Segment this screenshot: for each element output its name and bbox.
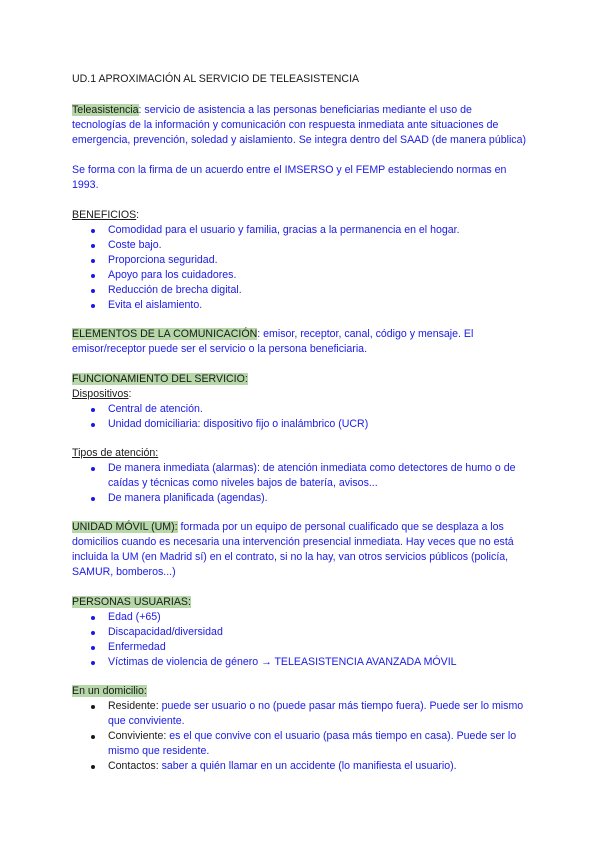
document-title: UD.1 APROXIMACIÓN AL SERVICIO DE TELEASISTENCIA <box>72 73 360 85</box>
list-item: De manera inmediata (alarmas): de atención inmediata como detectores de humo o de caídas y técnicas como niveles bajos de batería, avisos... <box>72 461 528 491</box>
list-item: Enfermedad <box>72 640 528 655</box>
list-item: Coste bajo. <box>72 238 528 253</box>
list-item: Víctimas de violencia de género → TELEASISTENCIA AVANZADA MÓVIL <box>72 655 528 670</box>
beneficios-heading: BENEFICIOS <box>72 209 137 221</box>
contactos-label: Contactos: <box>108 760 159 772</box>
list-item: De manera planificada (agendas). <box>72 491 528 506</box>
definition-text: : servicio de asistencia a las personas beneficiarias mediante el uso de tecnologías de la información y comunicación con respuesta inmediata ante situaciones de emergencia, prevención, soledad y aislamiento. Se integra dentro del SAAD (de manera pública) <box>72 104 527 146</box>
domicilio-heading-line <box>72 684 528 699</box>
tipos-list <box>72 461 528 506</box>
list-item: Reducción de brecha digital. <box>72 283 528 298</box>
personas-list <box>72 610 528 670</box>
personas-section <box>72 595 528 670</box>
list-item: Edad (+65) <box>72 610 528 625</box>
conviviente-label: Conviviente: <box>108 730 167 742</box>
conviviente-text: es el que convive con el usuario (pasa más tiempo en casa). Puede ser lo mismo que residente. <box>108 730 517 757</box>
tipos-section <box>72 446 528 506</box>
list-item: Discapacidad/diversidad <box>72 625 528 640</box>
list-item: Proporciona seguridad. <box>72 253 528 268</box>
tipos-label: Tipos de atención: <box>72 447 159 459</box>
domicilio-list <box>72 699 528 774</box>
dispositivos-label-line <box>72 387 528 402</box>
list-item: Central de atención. <box>72 402 528 417</box>
residente-label: Residente: <box>108 700 159 712</box>
funcionamiento-section <box>72 372 528 432</box>
domicilio-heading: En un domicilio: <box>72 685 147 697</box>
funcionamiento-heading-line <box>72 372 528 387</box>
list-item <box>72 759 528 774</box>
list-item <box>72 699 528 729</box>
elementos-heading: ELEMENTOS DE LA COMUNICACIÓN <box>72 328 258 340</box>
elementos-text: : emisor, receptor, canal, código y mensaje. El emisor/receptor puede ser el servicio o la persona beneficiaria. <box>72 328 474 355</box>
dispositivos-label: Dispositivos <box>72 388 129 400</box>
unidad-movil-heading: UNIDAD MÓVIL (UM): <box>72 521 178 533</box>
list-item: Evita el aislamiento. <box>72 298 528 313</box>
definition-paragraph <box>72 103 528 148</box>
beneficios-heading-line <box>72 208 528 223</box>
list-item: Comodidad para el usuario y familia, gracias a la permanencia en el hogar. <box>72 223 528 238</box>
elementos-paragraph <box>72 327 528 357</box>
unidad-movil-paragraph <box>72 520 528 580</box>
funcionamiento-heading: FUNCIONAMIENTO DEL SERVICIO: <box>72 373 248 385</box>
dispositivos-colon: : <box>128 388 132 400</box>
contactos-text: saber a quién llamar en un accidente (lo manifiesta el usuario). <box>158 760 457 772</box>
domicilio-section <box>72 684 528 774</box>
beneficios-colon: : <box>136 209 140 221</box>
beneficios-list <box>72 223 528 313</box>
dispositivos-list <box>72 402 528 432</box>
list-item: Apoyo para los cuidadores. <box>72 268 528 283</box>
list-item: Unidad domiciliaria: dispositivo fijo o inalámbrico (UCR) <box>72 417 528 432</box>
tipos-label-line <box>72 446 528 461</box>
list-item <box>72 729 528 759</box>
acuerdo-paragraph: Se forma con la firma de un acuerdo entre el IMSERSO y el FEMP estableciendo normas en 1993. <box>72 164 507 191</box>
beneficios-section <box>72 208 528 313</box>
unidad-movil-text: formada por un equipo de personal cualificado que se desplaza a los domicilios cuando es necesaria una intervención presencial inmediata. Hay veces que no está incluida la UM (en Madrid sí) en el contrato, si no la hay, van otros servicios públicos (policía, SAMUR, bomberos...) <box>72 521 514 578</box>
definition-term: Teleasistencia <box>72 104 139 116</box>
personas-heading-line <box>72 595 528 610</box>
personas-heading: PERSONAS USUARIAS: <box>72 596 191 608</box>
residente-text: puede ser usuario o no (puede pasar más tiempo fuera). Puede ser lo mismo que conviviente. <box>108 700 524 727</box>
